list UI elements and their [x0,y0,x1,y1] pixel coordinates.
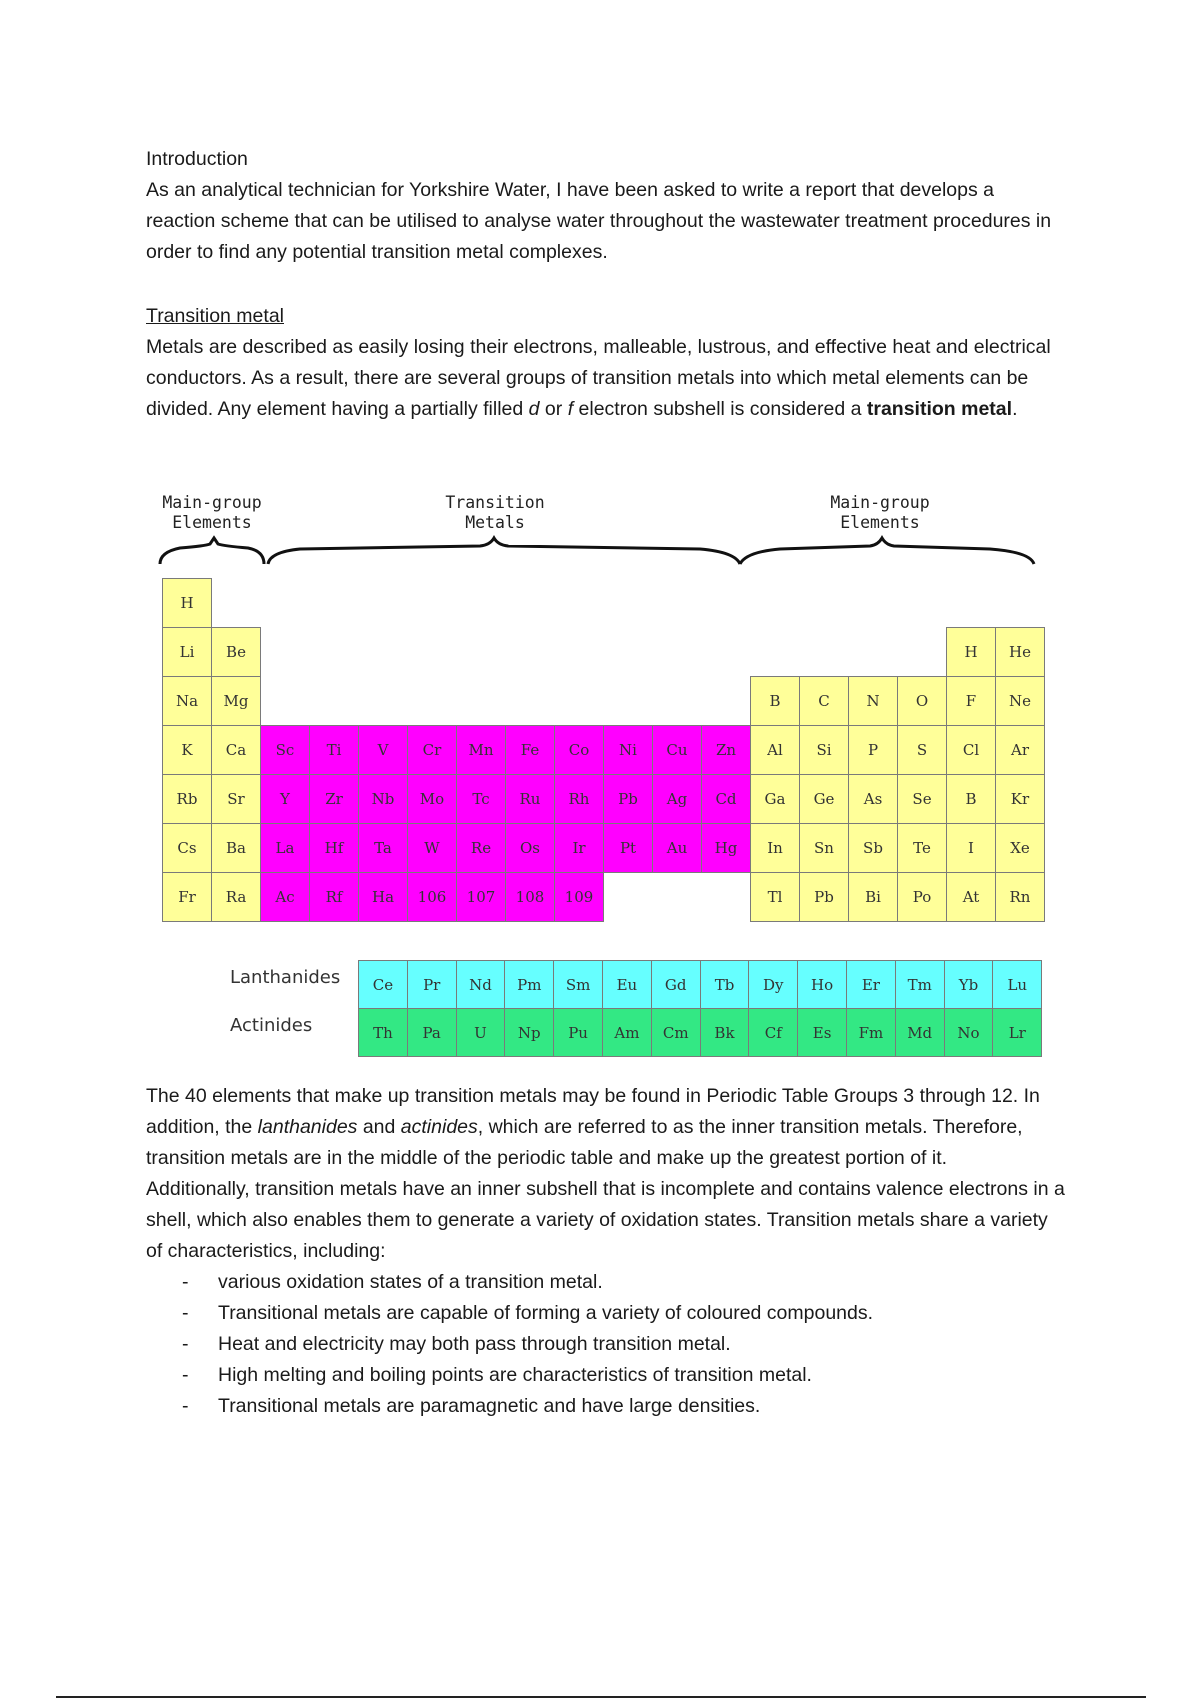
element-cell: Ta [358,823,408,873]
element-cell: No [944,1008,994,1057]
element-cell: Pr [407,960,457,1009]
element-cell: H [162,578,212,628]
element-cell: Mn [456,725,506,775]
element-cell: Ha [358,872,408,922]
element-cell: Fe [505,725,555,775]
element-cell: Ni [603,725,653,775]
footer-rule [56,1696,1146,1698]
element-cell: Pb [603,774,653,824]
element-cell: C [799,676,849,726]
list-item: - various oxidation states of a transition metal. [146,1267,1066,1298]
element-cell: Pt [603,823,653,873]
header-main-group-right: Main-group Elements [830,493,930,532]
element-cell: Ga [750,774,800,824]
element-cell: Zr [309,774,359,824]
element-cell: 108 [505,872,555,922]
element-cell: F [946,676,996,726]
element-cell: Sn [799,823,849,873]
element-cell: Ac [260,872,310,922]
element-cell: Te [897,823,947,873]
element-cell: Cm [651,1008,701,1057]
element-cell: Pa [407,1008,457,1057]
element-cell: Zn [701,725,751,775]
element-cell: Er [846,960,896,1009]
element-cell: Tm [895,960,945,1009]
list-item: - Transitional metals are capable of forming a variety of coloured compounds. [146,1298,1066,1329]
element-cell: Pb [799,872,849,922]
properties-paragraph: Additionally, transition metals have an inner subshell that is incomplete and contains valence electrons in a shell, which also enables them to generate a variety of oxidation states. Transition metals share a variety of characteristics, including: [146,1178,1065,1262]
element-cell: Hf [309,823,359,873]
element-cell: Pu [553,1008,603,1057]
lanthanides-label: Lanthanides [230,967,341,988]
element-cell: Tb [700,960,750,1009]
element-cell: P [848,725,898,775]
element-cell: Ir [554,823,604,873]
element-cell: He [995,627,1045,677]
element-cell: Cl [946,725,996,775]
element-cell: Np [504,1008,554,1057]
element-cell: Dy [748,960,798,1009]
list-item: - High melting and boiling points are characteristics of transition metal. [146,1360,1066,1391]
element-cell: Ne [995,676,1045,726]
groups-paragraph: The 40 elements that make up transition metals may be found in Periodic Table Groups 3 through 12. In addition, the lanthanides and actinides, which are referred to as the inner transition metals. Therefore, transition metals are in the middle of the periodic table and make up the greatest portion of it. [146,1085,1040,1169]
element-cell: Fr [162,872,212,922]
element-cell: Os [505,823,555,873]
element-cell: Cr [407,725,457,775]
element-cell: La [260,823,310,873]
transition-metal-heading: Transition metal [146,305,284,327]
element-cell: Bi [848,872,898,922]
element-cell: Rh [554,774,604,824]
element-cell: Rn [995,872,1045,922]
element-cell: Lr [992,1008,1042,1057]
element-cell: K [162,725,212,775]
element-cell: Th [358,1008,408,1057]
element-cell: Cf [748,1008,798,1057]
element-cell: Mo [407,774,457,824]
element-cell: Rf [309,872,359,922]
element-cell: In [750,823,800,873]
introduction-paragraph: As an analytical technician for Yorkshire Water, I have been asked to write a report that develops a reaction scheme that can be utilised to analyse water throughout the wastewater treatment procedures in order to find any potential transition metal complexes. [146,179,1052,263]
element-cell: Sc [260,725,310,775]
actinides-label: Actinides [230,1015,313,1036]
element-cell: Na [162,676,212,726]
element-cell: Ge [799,774,849,824]
list-item: - Transitional metals are paramagnetic and have large densities. [146,1391,1066,1422]
element-cell: 107 [456,872,506,922]
element-cell: 109 [554,872,604,922]
brace-main-group-right [740,538,1034,564]
element-cell: Be [211,627,261,677]
element-cell: Lu [992,960,1042,1009]
element-cell: Sb [848,823,898,873]
element-cell: V [358,725,408,775]
element-cell: Ho [797,960,847,1009]
element-cell: Xe [995,823,1045,873]
element-cell: Ar [995,725,1045,775]
element-cell: Kr [995,774,1045,824]
element-cell: Eu [602,960,652,1009]
element-cell: Al [750,725,800,775]
element-cell: Cs [162,823,212,873]
element-cell: Nd [456,960,506,1009]
element-cell: As [848,774,898,824]
element-cell: Mg [211,676,261,726]
element-cell: Tc [456,774,506,824]
brace-main-group-left [160,538,264,564]
brace-transition [268,538,740,564]
element-cell: Gd [651,960,701,1009]
element-cell: Ti [309,725,359,775]
element-cell: Cu [652,725,702,775]
element-cell: Hg [701,823,751,873]
element-cell: 106 [407,872,457,922]
element-cell: Po [897,872,947,922]
introduction-heading: Introduction [146,148,248,170]
element-cell: Sr [211,774,261,824]
element-cell: Sm [553,960,603,1009]
element-cell: Se [897,774,947,824]
characteristics-list [146,1267,1066,1422]
element-cell: Nb [358,774,408,824]
element-cell: At [946,872,996,922]
element-cell: B [946,774,996,824]
element-cell: Yb [944,960,994,1009]
element-cell: Pm [504,960,554,1009]
element-cell: Ag [652,774,702,824]
element-cell: Ba [211,823,261,873]
element-cell: Fm [846,1008,896,1057]
element-cell: Y [260,774,310,824]
element-cell: Li [162,627,212,677]
element-cell: Ca [211,725,261,775]
element-cell: Md [895,1008,945,1057]
element-cell: Tl [750,872,800,922]
element-cell: Si [799,725,849,775]
element-cell: Ra [211,872,261,922]
element-cell: Rb [162,774,212,824]
element-cell: Ce [358,960,408,1009]
header-transition-metals: Transition Metals [445,493,545,532]
transition-metal-paragraph: Metals are described as easily losing their electrons, malleable, lustrous, and effective heat and electrical conductors. As a result, there are several groups of transition metals into which metal elements can be divided. Any element having a partially filled d or f electron subshell is considered a transition metal. [146,336,1051,420]
element-cell: Am [602,1008,652,1057]
element-cell: H [946,627,996,677]
element-cell: Co [554,725,604,775]
element-cell: Es [797,1008,847,1057]
element-cell: N [848,676,898,726]
element-cell: Ru [505,774,555,824]
element-cell: Bk [700,1008,750,1057]
list-item: - Heat and electricity may both pass through transition metal. [146,1329,1066,1360]
element-cell: B [750,676,800,726]
element-cell: I [946,823,996,873]
element-cell: Au [652,823,702,873]
element-cell: S [897,725,947,775]
header-main-group-left: Main-group Elements [162,493,262,532]
element-cell: O [897,676,947,726]
element-cell: Cd [701,774,751,824]
element-cell: Re [456,823,506,873]
group-braces [0,0,1200,600]
element-cell: U [456,1008,506,1057]
element-cell: W [407,823,457,873]
transition-details-section [146,1081,1066,1422]
